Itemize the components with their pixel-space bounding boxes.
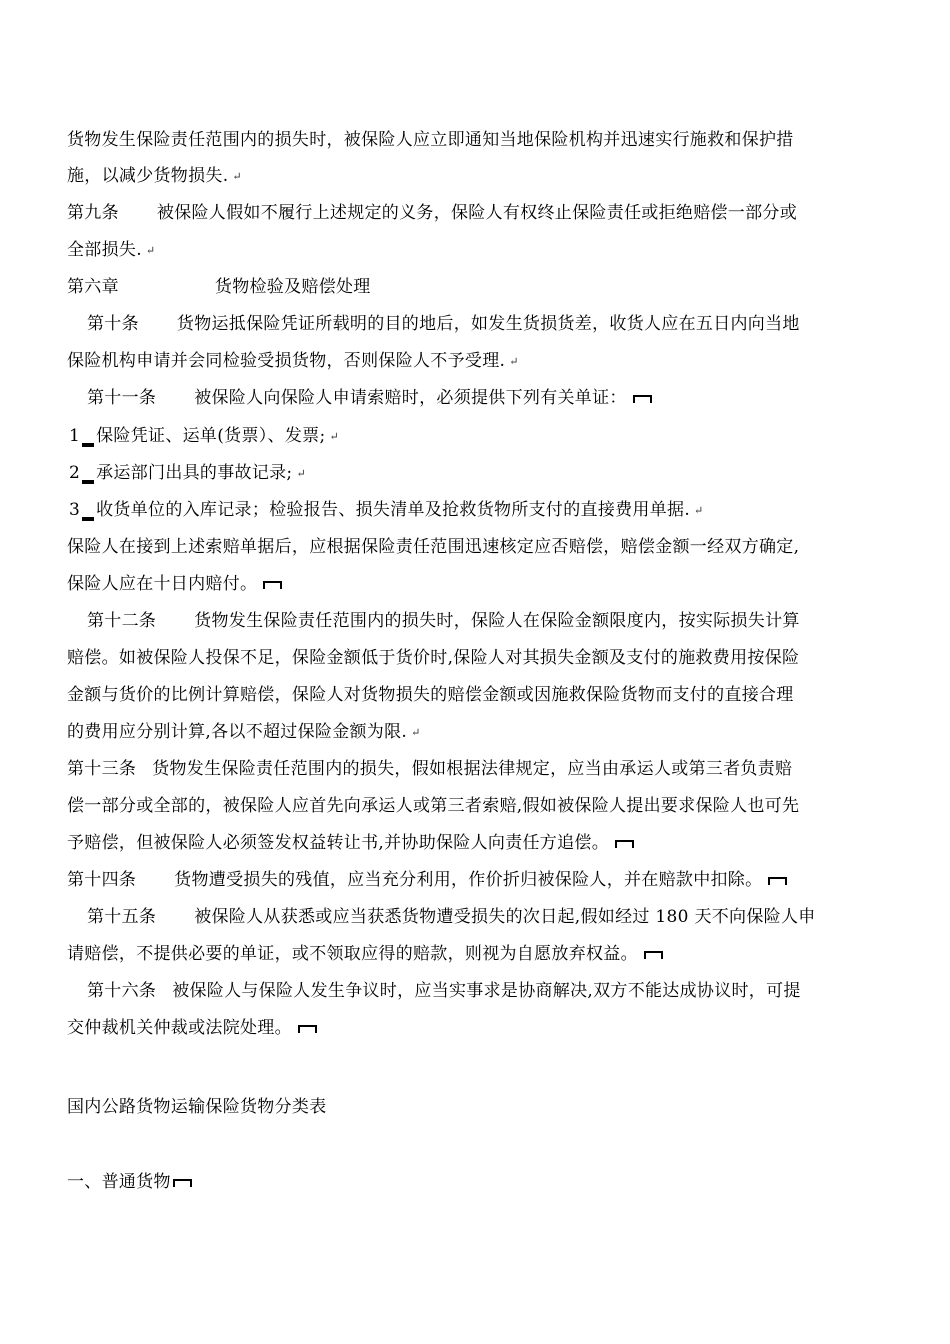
paragraph-mark-icon: ↵ [145, 243, 156, 257]
text: 一、普通货物 [67, 1172, 171, 1192]
paragraph-line [67, 166, 242, 187]
text: 被保险人与保险人发生争议时，应当实事求是协商解决,双方不能达成协议时，可提 [172, 981, 801, 1001]
list-item [69, 463, 306, 484]
text: 国内公路货物运输保险货物分类表 [67, 1097, 327, 1117]
text: 收货单位的入库记录；检验报告、损失清单及抢救货物所支付的直接费用单据. [96, 500, 691, 520]
article-9 [67, 203, 797, 223]
text: 予赔偿，但被保险人必须签发权益转让书,并协助保险人向责任方追偿。 [67, 833, 610, 853]
text: 被保险人从获悉或应当获悉货物遭受损失的次日起,假如经过 180 天不向保险人申 [194, 907, 816, 927]
article-16 [87, 981, 801, 1001]
line-break-icon [768, 877, 787, 885]
paragraph-mark-icon: ↵ [694, 503, 704, 517]
text: 货物发生保险责任范围内的损失时，被保险人应立即通知当地保险机构并迅速实行施救和保护措 [67, 130, 794, 150]
text: 货物运抵保险凭证所载明的目的地后，如发生货损货差，收货人应在五日内向当地 [176, 314, 800, 334]
line-break-icon [644, 951, 663, 959]
list-item [69, 426, 339, 447]
article-13 [67, 759, 792, 779]
text: 请赔偿，不提供必要的单证，或不领取应得的赔款，则视为自愿放弃权益。 [67, 944, 638, 964]
text: 保险人在接到上述索赔单据后，应根据保险责任范围迅速核定应否赔偿，赔偿金额一经双方确定, [67, 537, 800, 557]
line-break-icon [633, 395, 652, 403]
paragraph-mark-icon: ↵ [411, 725, 421, 739]
text: 被保险人假如不履行上述规定的义务，保险人有权终止保险责任或拒绝赔偿一部分或 [156, 203, 798, 223]
paragraph-line [67, 130, 794, 150]
table-title [67, 1097, 327, 1117]
text: 承运部门出具的事故记录; [96, 463, 293, 483]
article-number: 第十二条 [87, 611, 157, 631]
list-item [69, 500, 704, 521]
text: 货物遭受损失的残值，应当充分利用，作价折归被保险人，并在赔款中扣除。 [174, 870, 763, 890]
chapter-number: 第六章 [67, 277, 119, 297]
chapter-heading [67, 277, 371, 297]
article-number: 第十三条 [67, 759, 137, 779]
paragraph-line [67, 351, 519, 372]
paragraph-line [67, 833, 634, 853]
paragraph-line [67, 537, 799, 557]
article-10 [87, 314, 800, 334]
article-number: 第九条 [67, 203, 119, 223]
article-12 [87, 611, 800, 631]
text: 保险人应在十日内赔付。 [67, 574, 258, 594]
article-number: 第十四条 [67, 870, 137, 890]
line-break-icon [298, 1025, 317, 1033]
tab-mark-icon [82, 480, 94, 484]
list-number: 2 [69, 463, 81, 483]
text: 交仲裁机关仲裁或法院处理。 [67, 1018, 292, 1038]
paragraph-line [67, 1018, 317, 1038]
text: 金额与货价的比例计算赔偿，保险人对货物损失的赔偿金额或因施救保险货物而支付的直接合理 [67, 685, 794, 705]
line-break-icon [173, 1179, 192, 1187]
text: 被保险人向保险人申请索赔时，必须提供下列有关单证： [194, 388, 627, 408]
article-number: 第十条 [87, 314, 139, 334]
list-number: 1 [69, 426, 81, 446]
text: 施，以减少货物损失. [67, 166, 229, 186]
tab-mark-icon [82, 517, 94, 521]
article-number: 第十六条 [87, 981, 157, 1001]
line-break-icon [615, 840, 634, 848]
article-15 [87, 907, 816, 927]
text: 全部损失. [67, 240, 142, 260]
article-number: 第十五条 [87, 907, 157, 927]
article-14 [67, 870, 787, 890]
section-heading [67, 1172, 192, 1192]
text: 的费用应分别计算,各以不超过保险金额为限. [67, 722, 408, 742]
paragraph-mark-icon: ↵ [509, 354, 519, 368]
tab-mark-icon [82, 443, 94, 447]
paragraph-line [67, 574, 282, 594]
article-number: 第十一条 [87, 388, 157, 408]
paragraph-mark-icon: ↵ [329, 429, 340, 443]
chapter-title: 货物检验及赔偿处理 [214, 277, 371, 297]
paragraph-line [67, 722, 421, 743]
text: 保险机构申请并会同检验受损货物，否则保险人不予受理. [67, 351, 506, 371]
text: 货物发生保险责任范围内的损失，假如根据法律规定，应当由承运人或第三者负责赔 [152, 759, 793, 779]
article-11 [87, 388, 652, 408]
paragraph-line [67, 944, 663, 964]
paragraph-mark-icon: ↵ [232, 169, 242, 183]
text: 货物发生保险责任范围内的损失时，保险人在保险金额限度内，按实际损失计算 [194, 611, 800, 631]
paragraph-line [67, 685, 794, 705]
paragraph-line [67, 796, 799, 816]
text: 偿一部分或全部的，被保险人应首先向承运人或第三者索赔,假如被保险人提出要求保险人也可先 [67, 796, 800, 816]
text: 保险凭证、运单(货票）、发票; [96, 426, 326, 446]
text: 赔偿。如被保险人投保不足，保险金额低于货价时,保险人对其损失金额及支付的施救费用按保险 [67, 648, 800, 668]
paragraph-line [67, 240, 155, 261]
paragraph-mark-icon: ↵ [296, 466, 306, 480]
paragraph-line [67, 648, 799, 668]
line-break-icon [263, 581, 282, 589]
list-number: 3 [69, 500, 81, 520]
